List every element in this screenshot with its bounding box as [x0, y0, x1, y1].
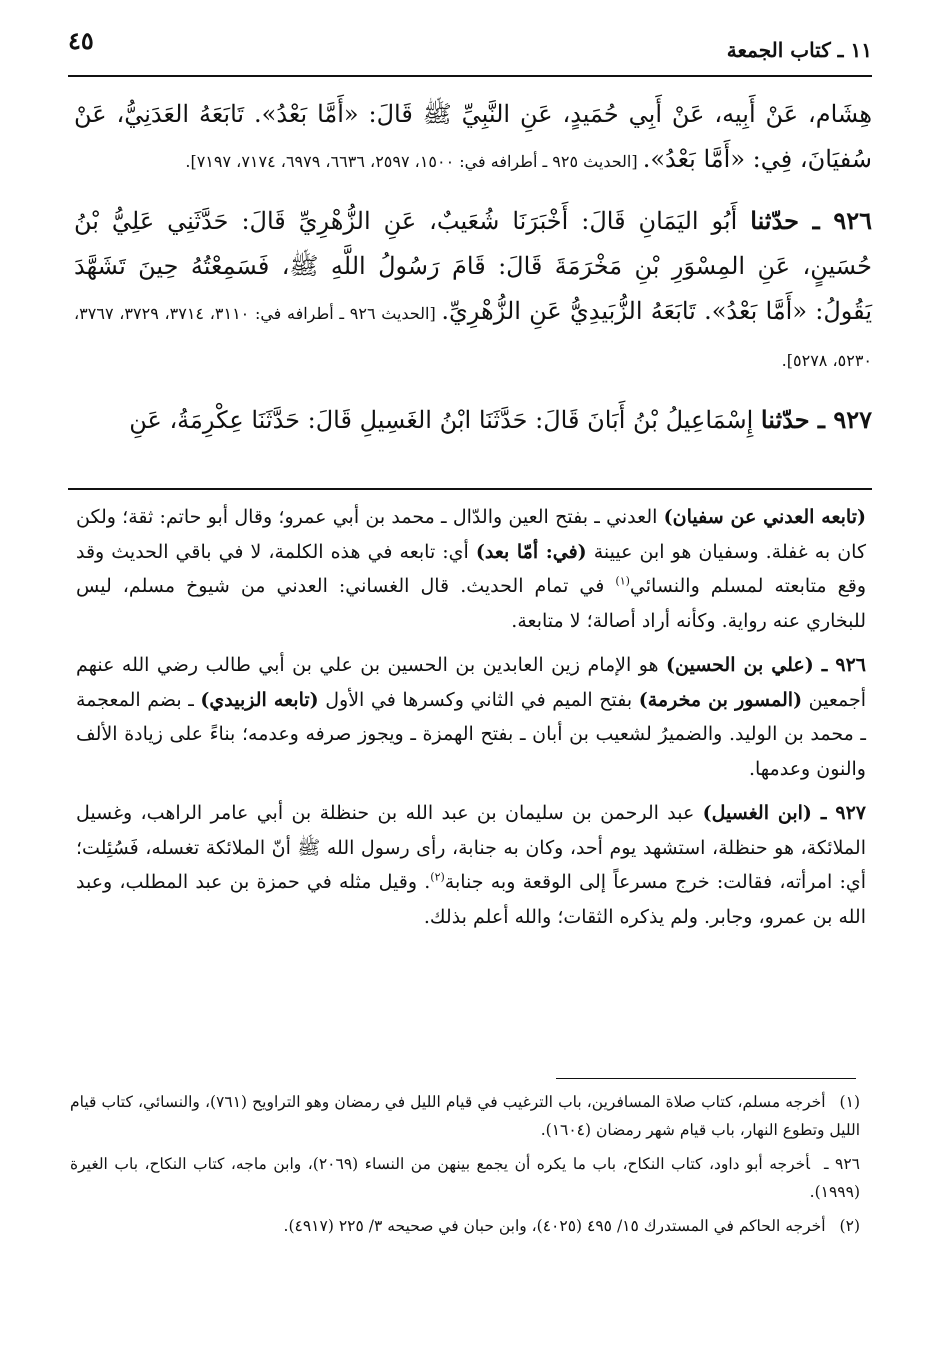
commentary-lemma: (تابعه الزبيدي): [200, 688, 319, 711]
commentary-paragraph: [76, 648, 866, 786]
hadith-927: [74, 397, 872, 443]
commentary-divider: [68, 488, 872, 490]
hadith-text: هِشَام، عَنْ أَبِيه، عَنْ أَبِي حُمَيدٍ، عَنِ النَّبِيِّ ﷺ قَالَ: «أَمَّا بَعْدُ». تَابَعَهُ العَدَنِيُّ، عَنْ سُفيَانَ، فِي: «أَمَّا بَعْدُ».: [74, 100, 872, 173]
footnote-ref: (٢): [430, 870, 445, 884]
hadith-text: أَبُو اليَمَانِ قَالَ: أَخْبَرَنَا شُعَيبٌ، عَنِ الزُّهْرِيِّ قَالَ: حَدَّثَنِي عَلِيُّ بْنُ حُسَينٍ، عَنِ المِسْوَرِ بْنِ مَخْرَمَةَ قَالَ: قَامَ رَسُولُ اللَّهِ ﷺ، فَسَمِعْتُهُ حِينَ تَشَهَّدَ يَقُولُ: «أَمَّا بَعْدُ». تَابَعَهُ الزُّبَيدِيُّ عَنِ الزُّهْرِيِّ.: [74, 207, 873, 325]
page-number: ٤٥: [68, 26, 94, 55]
commentary-number: ٩٢٦ ـ: [813, 654, 867, 676]
hadith-number: ٩٢٦ ـ حدّثنا: [750, 206, 872, 235]
commentary-block: [76, 500, 866, 944]
hadith-text: إِسْمَاعِيلُ بْنُ أَبَانَ قَالَ: حَدَّثَنَا ابْنُ الغَسِيلِ قَالَ: حَدَّثَنَا عِكْرِمَةُ، عَنِ: [129, 406, 761, 434]
header-divider: [68, 75, 872, 77]
hadith-number: ٩٢٧ ـ حدّثنا: [760, 405, 872, 434]
commentary-text: عبد الرحمن بن سليمان بن عبد الله بن حنظلة بن أبي عامر الراهب، وغسيل الملائكة، هو حنظلة، استشهد يوم أحد، وكان به جنابة، رأى رسول الله ﷺ أنّ الملائكة تغسله، فَسُئِلت؛ أي: امرأته، فقالت: خرج مسرعاً إلى الوقعة وبه جنابة: [76, 802, 866, 893]
hadith-reference: [الحديث ٩٢٥ ـ أطرافه في: ١٥٠٠، ٢٥٩٧، ٦٦٣٦، ٦٩٧٩، ٧١٧٤، ٧١٩٧].: [185, 152, 643, 171]
footnote: [70, 1212, 860, 1240]
commentary-text: . وقيل مثله في حمزة بن عبد المطلب، وعبد الله بن عمرو، وجابر. ولم يذكره الثقات؛ والله أعلم بذلك.: [76, 871, 866, 928]
footnote-marker: ٩٢٦ ـ: [823, 1155, 860, 1173]
commentary-lemma: (المسور بن مخرمة): [638, 688, 803, 711]
footnote: [70, 1150, 860, 1206]
chapter-title: ١١ ـ كتاب الجمعة: [726, 38, 872, 62]
commentary-text: هو الإمام زين العابدين بن الحسين بن علي بن أبي طالب رضي الله عنهم أجمعين: [76, 654, 867, 711]
footnote-divider: [556, 1078, 856, 1079]
commentary-lemma: (تابعه العدني عن سفيان): [663, 506, 866, 528]
footnote-text: أخرجه الحاكم في المستدرك ١٥/ ٤٩٥ (٤٠٢٥)، وابن حبان في صحيحه ٣/ ٢٢٥ (٤٩١٧).: [283, 1217, 826, 1235]
hadith-text-block: [74, 92, 872, 457]
commentary-paragraph: [76, 796, 866, 934]
commentary-number: ٩٢٧ ـ: [811, 802, 867, 824]
footnotes-block: [70, 1088, 860, 1246]
footnote-marker: (١): [839, 1093, 860, 1111]
commentary-text: العدني ـ بفتح العين والدّال ـ محمد بن أبي عمرو؛ وقال أبو حاتم: ثقة؛ ولكن كان به غفلة. وسفيان هو ابن عيينة: [76, 506, 866, 563]
commentary-lemma: (ابن الغسيل): [702, 802, 812, 824]
footnote: [70, 1088, 860, 1144]
hadith-926: [74, 198, 872, 383]
commentary-text: في تمام الحديث. قال الغساني: العدني من شيوخ مسلم، ليس للبخاري عنه رواية. وكأنه أراد أصالة؛ لا متابعة.: [76, 575, 866, 632]
commentary-text: بفتح الميم في الثاني وكسرها في الأول: [318, 688, 639, 711]
hadith-925-tail: [74, 92, 872, 184]
commentary-lemma: (في: أمّا بعد): [475, 540, 587, 563]
commentary-paragraph: [76, 500, 866, 638]
footnote-text: أخرجه أبو داود، كتاب النكاح، باب ما يكره أن يجمع بينهن من النساء (٢٠٦٩)، وابن ماجه، كتاب النكاح، باب الغيرة (١٩٩٩).: [70, 1155, 860, 1201]
footnote-ref: (١): [615, 574, 630, 588]
footnote-text: أخرجه مسلم، كتاب صلاة المسافرين، باب الترغيب في قيام الليل في رمضان وهو التراويح (٧٦١)، والنسائي، كتاب قيام الليل وتطوع النهار، باب قيام شهر رمضان (١٦٠٤).: [70, 1093, 860, 1139]
hadith-reference: [الحديث ٩٢٦ ـ أطرافه في: ٣١١٠، ٣٧١٤، ٣٧٢٩، ٣٧٦٧، ٥٢٣٠، ٥٢٧٨].: [74, 304, 872, 370]
footnote-marker: (٢): [839, 1217, 860, 1235]
commentary-lemma: (علي بن الحسين): [666, 654, 814, 676]
commentary-text: أي: تابعه في هذه الكلمة، لا في باقي الحديث وقد وقع متابعته لمسلم والنسائي: [76, 540, 867, 597]
commentary-text: ـ بضم المعجمة ـ محمد بن الوليد. والضميرُ لشعيب بن أبان ـ بفتح الهمزة ـ ويجوز صرفه وعدمه؛ بناءً على زيادة الألف والنون وعدمها.: [76, 688, 866, 780]
